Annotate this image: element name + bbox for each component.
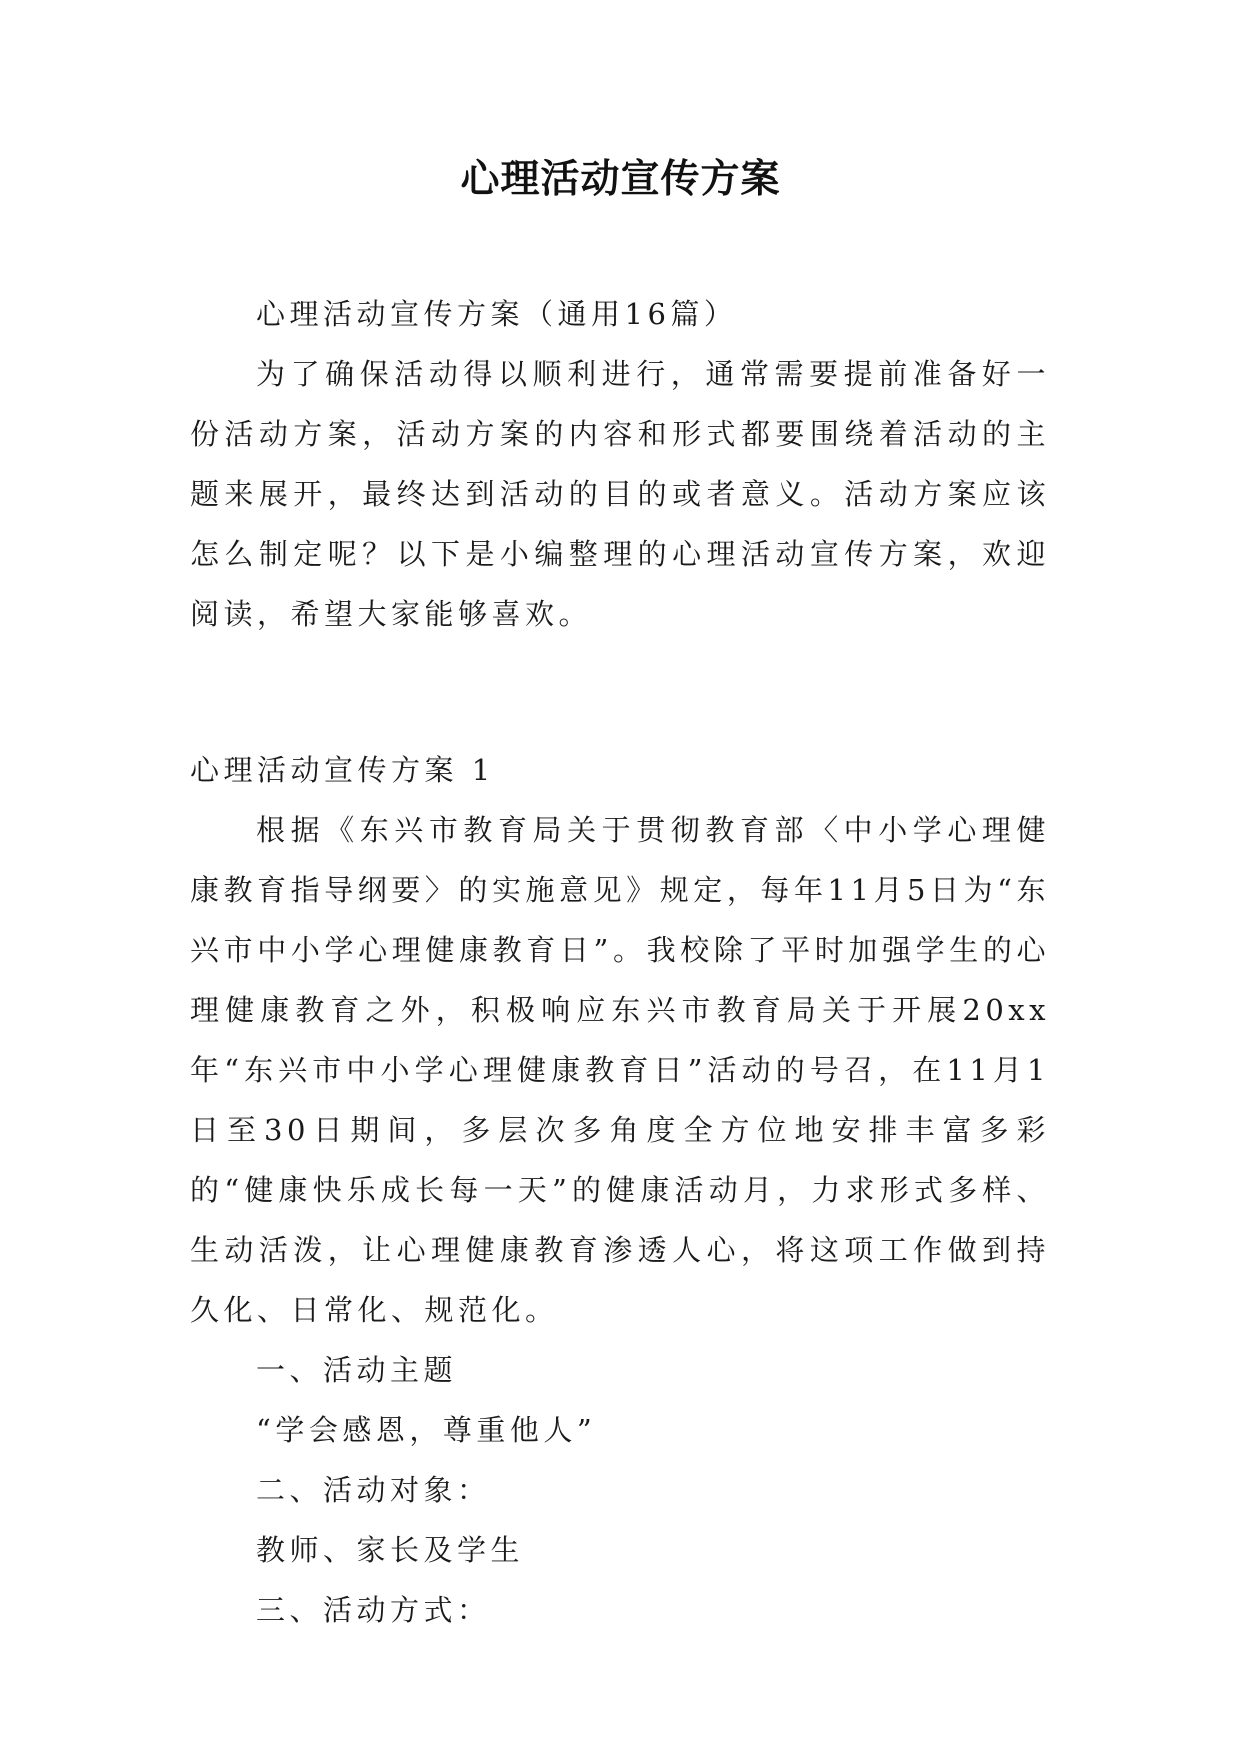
- document-title: 心理活动宣传方案: [460, 157, 781, 202]
- activity-theme-text: “学会感恩，尊重他人”: [256, 1413, 597, 1447]
- activity-audience-text: 教师、家长及学生: [256, 1533, 525, 1567]
- document-body: [190, 284, 1050, 1640]
- heading-activity-method: 三、活动方式：: [256, 1593, 491, 1627]
- doc-subtitle: 心理活动宣传方案（通用16篇）: [256, 297, 738, 331]
- section-spacer: [190, 644, 1050, 740]
- heading-activity-theme: 一、活动主题: [256, 1353, 458, 1387]
- intro-paragraph: 为了确保活动得以顺利进行，通常需要提前准备好一份活动方案，活动方案的内容和形式都要围绕着活动的主题来展开，最终达到活动的目的或者意义。活动方案应该怎么制定呢？以下是小编整理的心理活动宣传方案，欢迎阅读，希望大家能够喜欢。: [190, 357, 1050, 631]
- heading-activity-audience: 二、活动对象：: [256, 1473, 491, 1507]
- section-heading: 心理活动宣传方案 1: [190, 753, 495, 787]
- body-paragraph: 根据《东兴市教育局关于贯彻教育部〈中小学心理健康教育指导纲要〉的实施意见》规定，每年11月5日为“东兴市中小学心理健康教育日”。我校除了平时加强学生的心理健康教育之外，积极响应东兴市教育局关于开展20xx年“东兴市中小学心理健康教育日”活动的号召，在11月1日至30日期间，多层次多角度全方位地安排丰富多彩的“健康快乐成长每一天”的健康活动月，力求形式多样、生动活泼，让心理健康教育渗透人心，将这项工作做到持久化、日常化、规范化。: [190, 813, 1050, 1327]
